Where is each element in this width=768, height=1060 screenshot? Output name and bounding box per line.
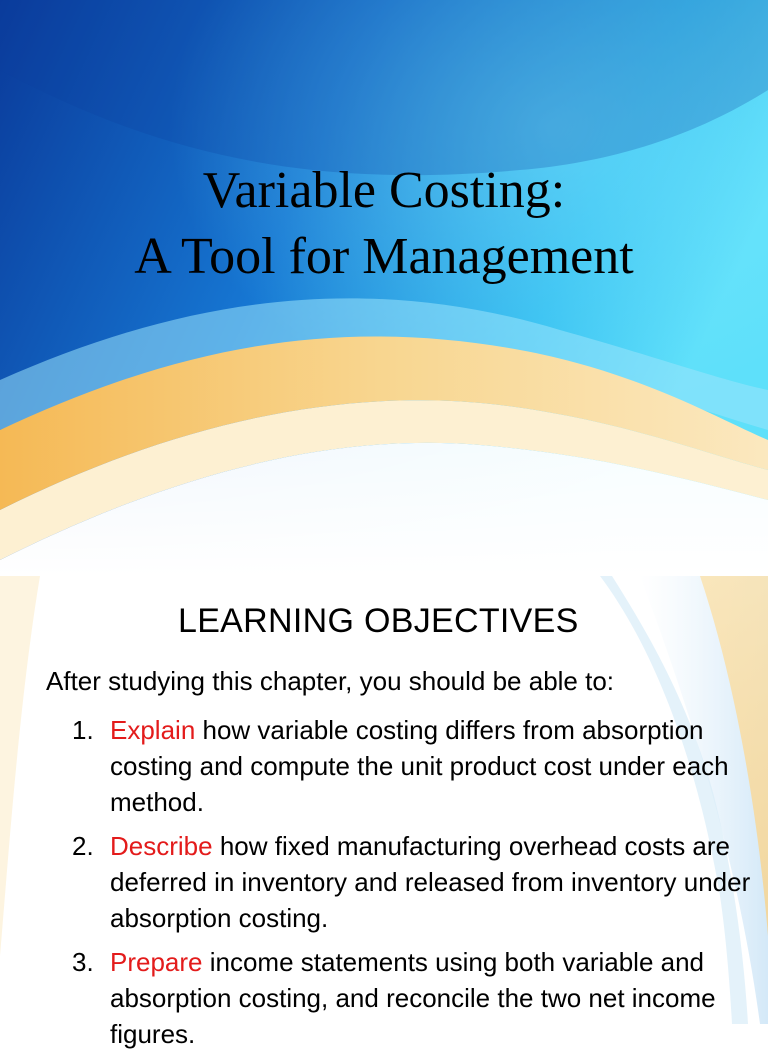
objectives-intro: After studying this chapter, you should be able to: xyxy=(46,666,615,696)
objective-description: how fixed manufacturing overhead costs are deferred in inventory and released from inventory under absorption costing. xyxy=(110,831,751,933)
objective-number: 2. xyxy=(72,831,94,861)
objective-description: how variable costing differs from absorption costing and compute the unit product cost under each method. xyxy=(110,715,729,817)
objectives-slide xyxy=(0,576,768,1049)
objective-text xyxy=(110,828,768,936)
objectives-list xyxy=(72,712,768,1060)
objective-text xyxy=(110,712,768,820)
slide-title xyxy=(0,158,768,290)
objective-verb: Describe xyxy=(110,831,213,861)
objective-number: 3. xyxy=(72,947,94,977)
objective-number: 1. xyxy=(72,715,94,745)
objective-item-1 xyxy=(72,712,768,820)
objective-item-3 xyxy=(72,944,768,1052)
slide-title-line-2: A Tool for Management xyxy=(134,228,634,285)
objective-description: income statements using both variable and absorption costing, and reconcile the two net income figures. xyxy=(110,947,716,1049)
objective-item-2 xyxy=(72,828,768,936)
objective-verb: Prepare xyxy=(110,947,203,977)
slide-title-line-1: Variable Costing: xyxy=(202,162,566,219)
objective-verb: Explain xyxy=(110,715,196,745)
objectives-heading: LEARNING OBJECTIVES xyxy=(178,602,579,640)
objective-text xyxy=(110,944,768,1052)
